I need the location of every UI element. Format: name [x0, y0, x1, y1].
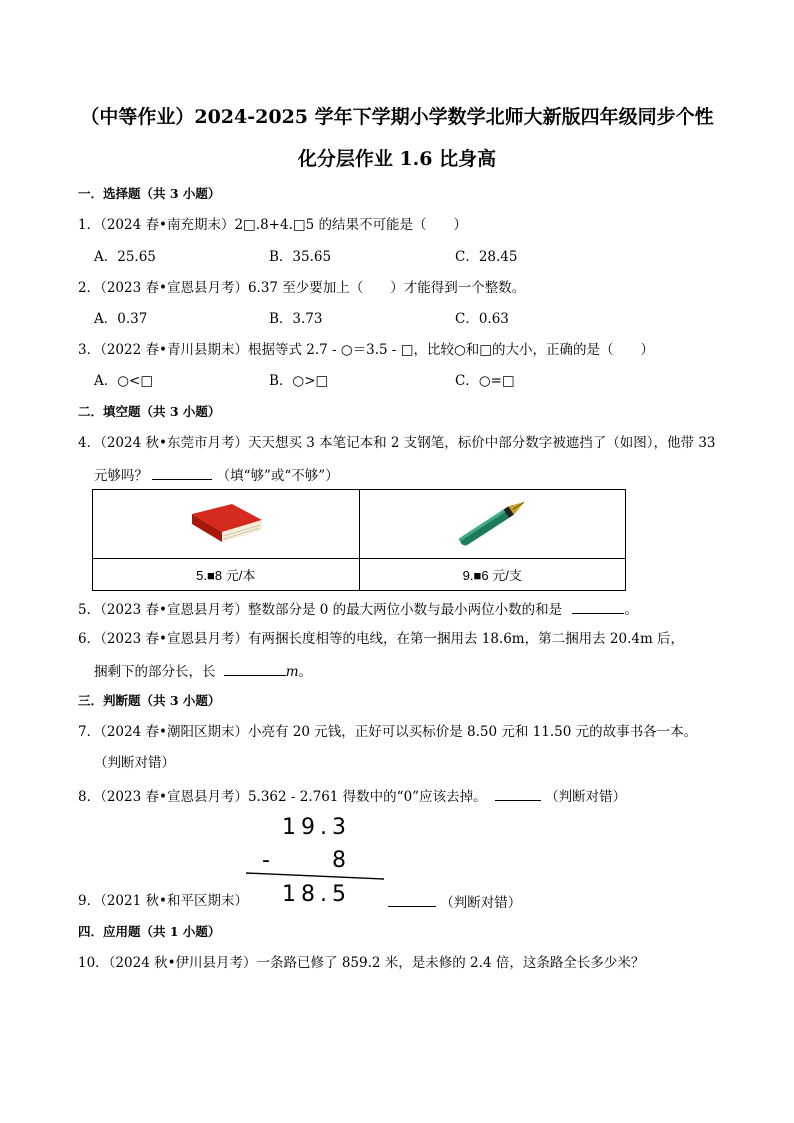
- q1-option-b: B．35.65: [269, 249, 332, 265]
- section-application: 四．应用题（共 1 小题）: [78, 924, 221, 939]
- q2-option-b: B．3.73: [269, 311, 323, 327]
- price-table: [92, 489, 626, 591]
- section-choice: 一．选择题（共 3 小题）: [78, 186, 221, 201]
- notebook-cell: [93, 490, 360, 559]
- q8-text: 8．（2023 春•宣恩县月考）5.362 - 2.761 得数中的“0”应该去掉。: [78, 789, 487, 805]
- question-9-answer: [388, 892, 521, 912]
- calc-minus-sign: -: [262, 848, 275, 873]
- calc-result: 18.5: [282, 882, 351, 907]
- q1-option-c: C．28.45: [455, 249, 518, 265]
- question-7-line1: 7．（2024 春•潮阳区期末）小亮有 20 元钱，正好可以买标价是 8.50 元和 11.50 元的故事书各一本。: [78, 724, 698, 740]
- q4-text-end: （填“够”或“不够”）: [216, 468, 339, 484]
- pen-price: 9.■6 元/支: [359, 559, 626, 591]
- question-8: [78, 786, 626, 806]
- calc-top-number: 19.3: [282, 815, 351, 840]
- page-title-line1: （中等作业）2024-2025 学年下学期小学数学北师大新版四年级同步个性: [80, 106, 714, 128]
- q6-end: 。: [298, 664, 313, 680]
- q6-answer-blank[interactable]: [224, 661, 286, 676]
- pen-cell: [359, 490, 626, 559]
- q3-option-b: B．○>□: [269, 373, 329, 389]
- q1-option-a: A．25.65: [94, 249, 156, 265]
- q9-answer-blank[interactable]: [388, 892, 436, 907]
- q3-option-a: A．○<□: [94, 373, 154, 389]
- question-1: 1．（2024 春•南充期末）2□.8+4.□5 的结果不可能是（ ）: [78, 217, 468, 233]
- question-2: 2．（2023 春•宣恩县月考）6.37 至少要加上（ ）才能得到一个整数。: [78, 280, 526, 296]
- fountain-pen-icon: [447, 492, 537, 554]
- question-3: 3．（2022 春•青川县期末）根据等式 2.7 - ○＝3.5 - □，比较○和□的大小，正确的是（ ）: [78, 342, 655, 358]
- q2-option-c: C．0.63: [455, 311, 509, 327]
- section-fill: 二．填空题（共 3 小题）: [78, 404, 221, 419]
- page-title-line2: 化分层作业 1.6 比身高: [297, 148, 497, 170]
- notebook-price: 5.■8 元/本: [93, 559, 360, 591]
- calc-subtrahend: 8: [332, 848, 351, 873]
- q5-text: 5．（2023 春•宣恩县月考）整数部分是 0 的最大两位小数与最小两位小数的和是: [78, 602, 563, 618]
- question-10: 10．（2024 秋•伊川县月考）一条路已修了 859.2 米，是未修的 2.4 倍，这条路全长多少米？: [78, 955, 645, 971]
- question-7-line2: （判断对错）: [94, 755, 175, 771]
- calc-divider-line: [244, 870, 388, 882]
- q8-end: （判断对错）: [545, 789, 627, 805]
- q8-answer-blank[interactable]: [495, 786, 541, 801]
- q4-text-start: 元够吗？: [94, 468, 148, 484]
- section-judge: 三．判断题（共 3 小题）: [78, 693, 221, 708]
- q5-end: 。: [624, 602, 638, 618]
- question-5: [78, 599, 638, 619]
- q9-end: （判断对错）: [440, 895, 522, 911]
- q4-answer-blank[interactable]: [152, 465, 212, 480]
- question-4-line1: 4．（2024 秋•东莞市月考）天天想买 3 本笔记本和 2 支钢笔，标价中部分数字被遮挡了（如图），他带 33: [78, 435, 716, 451]
- q6-text-start: 捆剩下的部分长，长: [94, 664, 216, 680]
- notebook-icon: [186, 500, 266, 546]
- question-6-line1: 6．（2023 春•宣恩县月考）有两捆长度相等的电线，在第一捆用去 18.6m，第二捆用去 20.4m 后，: [78, 631, 685, 647]
- q6-unit: m: [285, 664, 299, 680]
- q5-answer-blank[interactable]: [572, 599, 624, 614]
- question-4-line2: [94, 465, 339, 485]
- q3-option-c: C．○=□: [455, 373, 515, 389]
- question-6-line2: [94, 661, 312, 681]
- q2-option-a: A．0.37: [94, 311, 148, 327]
- question-9: 9．（2021 秋•和平区期末）: [78, 893, 248, 909]
